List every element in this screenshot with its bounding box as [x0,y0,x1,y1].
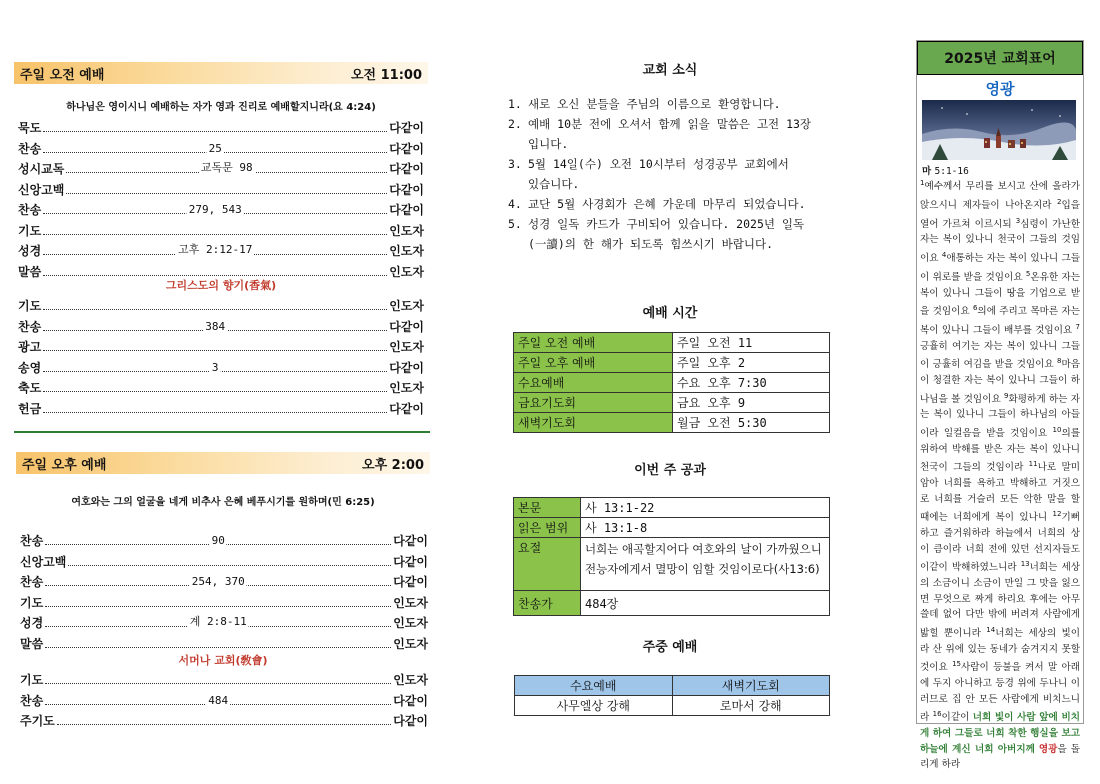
order-label: 광고 [18,340,42,354]
order-row [20,709,428,729]
news-line: 있습니다. [528,177,580,191]
order-row [20,550,428,570]
midweek-header: 새벽기도회 [672,676,830,696]
dotted-leader [66,162,387,173]
dotted-leader [66,183,387,194]
midweek-value: 사무엘상 강해 [515,696,673,716]
afternoon-service-header [16,452,430,474]
order-detail: 고후 2:12-17 [178,243,253,256]
scripture-reference [922,163,969,177]
order-row [20,570,428,590]
dotted-leader [43,121,387,132]
order-row [18,198,424,218]
order-label: 기도 [20,673,44,687]
midweek-value: 로마서 강해 [672,696,830,716]
order-label: 찬송 [20,693,44,708]
scripture-book: 마 [922,166,932,177]
dotted-leader [45,575,391,586]
order-detail: 384 [205,319,226,333]
verse-16-end: 을 돌리게 하라 [920,743,1080,771]
news-title: 교회 소식 [642,63,698,78]
verse-5: 온유한 자는 복이 있나니 그들이 땅을 기업으로 받을 것임이요 [920,271,1080,318]
order-leader: 다같이 [389,182,424,197]
order-leader: 인도자 [389,264,424,279]
verse-7: 긍휼히 여기는 자는 복이 있나니 그들이 긍휼히 여김을 받을 것임이요 [920,340,1080,371]
midweek-header: 수요예배 [515,676,673,696]
order-label: 찬송 [20,575,44,589]
midweek-table [514,675,830,716]
lesson-value: 484장 [581,591,830,616]
order-leader: 다같이 [389,360,424,375]
order-label: 성경 [18,244,42,258]
news-item [508,194,838,214]
order-row [18,239,424,259]
schedule-row [514,373,830,393]
lesson-verse-line-2: 전능자에게서 멸망이 임할 것임이로다(사13:6) [585,562,820,576]
news-item [508,94,838,114]
lesson-row [514,538,830,591]
lesson-table [513,497,830,616]
order-leader: 다같이 [389,162,424,176]
winter-village-illustration [922,100,1076,160]
order-leader: 다같이 [389,141,424,156]
order-leader: 인도자 [389,299,424,313]
verse-14: 너희는 세상의 빛이라 산 위에 있는 동네가 숨겨지지 못할 것이요 [920,628,1080,674]
order-row [20,611,428,631]
news-number: 3. [508,157,522,171]
news-number: 4. [508,197,522,211]
order-leader: 인도자 [389,223,424,238]
order-row [18,397,424,417]
order-label: 찬송 [18,203,42,217]
lesson-value: 사 13:1-8 [581,518,830,538]
verse-8: 마음이 청결한 자는 복이 있나니 그들이 하나님을 볼 것임이요 [920,359,1080,405]
order-label: 헌금 [18,401,42,416]
lesson-row [514,591,830,616]
lesson-key: 본문 [514,498,581,518]
verse-10: 의를 위하여 박해를 받은 자는 복이 있나니 천국이 그들의 것임이라 [920,428,1080,474]
verse-9: 화평하게 하는 자는 복이 있나니 그들이 하나님의 아들이라 일컬음을 받을 것임이요 [920,393,1080,440]
news-text [528,194,806,214]
order-leader: 인도자 [393,595,428,610]
schedule-time: 금요 오후 9 [673,393,830,413]
schedule-row [514,413,830,433]
dotted-leader [43,320,387,331]
lesson-key: 찬송가 [514,591,581,616]
dotted-leader [43,203,387,214]
schedule-time: 주일 오전 11 [673,333,830,353]
order-leader: 다같이 [393,714,428,728]
schedule-time: 수요 오후 7:30 [673,373,830,393]
lesson-verse-line-1: 너희는 애곡할지어다 여호와의 날이 가까웠으니 [585,542,822,556]
schedule-row [514,333,830,353]
order-leader: 다같이 [393,554,428,569]
news-line: (一讀)의 한 해가 되도록 힘쓰시기 바랍니다. [528,237,774,251]
verse-16: 이같이 [941,712,973,724]
order-row [18,137,424,157]
lesson-row [514,498,830,518]
verse-12: 기뻐하고 즐거워하라 하늘에서 너희의 상이 큼이라 너희 전에 있던 선지자들도 이같이 박해하였느니라 [920,512,1080,574]
dotted-leader [43,224,387,235]
news-item [508,114,838,154]
order-row [20,668,428,688]
order-leader: 인도자 [393,616,428,630]
schedule-table [513,332,830,433]
order-leader: 다같이 [389,121,424,135]
afternoon-sermon-title: 서머나 교회(敎會) [178,654,268,667]
schedule-row [514,393,830,413]
order-label: 축도 [18,381,42,395]
order-row [18,219,424,239]
dotted-leader [45,596,391,607]
schedule-service: 새벽기도회 [514,413,673,433]
news-item [508,154,838,194]
order-leader: 다같이 [393,693,428,708]
order-label: 찬송 [18,319,42,334]
order-label: 찬송 [20,534,44,548]
morning-service-header [14,62,428,84]
order-leader: 인도자 [389,340,424,354]
dotted-leader [43,340,387,351]
order-detail: 254, 370 [191,575,245,588]
dotted-leader [45,637,391,648]
order-row [18,178,424,198]
order-label: 말씀 [18,264,42,279]
news-number: 2. [508,117,522,131]
verse-13: 너희는 세상의 소금이니 소금이 만일 그 맛을 잃으면 무엇으로 짜게 하리요 후에는 아무 쓸데 없어 다만 밖에 버려져 사람에게 밟힐 뿐이니라 [920,562,1080,640]
afternoon-service-time: 오후 2:00 [362,457,424,473]
morning-service-title: 주일 오전 예배 [20,67,105,83]
order-label: 성시교독 [18,162,65,176]
lesson-key: 요절 [514,538,581,591]
order-row [20,689,428,709]
motto-heading: 영광 [985,80,1015,98]
section-divider [14,431,430,433]
afternoon-service-title: 주일 오후 예배 [22,457,107,473]
verse-4: 애통하는 자는 복이 있나니 그들이 위로를 받을 것임이요 [920,253,1080,283]
schedule-service: 주일 오전 예배 [514,333,673,353]
morning-sermon-title: 그리스도의 향기(香氣) [165,279,277,292]
midweek-value-row [515,696,830,716]
afternoon-verse: 여호와는 그의 얼굴을 네게 비추사 은혜 베푸시기를 원하며(민 6:25) [71,497,375,508]
order-row [20,591,428,611]
order-leader: 인도자 [393,636,428,651]
order-label: 주기도 [20,714,55,728]
news-list [508,94,838,254]
order-row [20,632,428,652]
schedule-row [514,353,830,373]
order-label: 기도 [18,299,42,313]
schedule-title: 예배 시간 [642,306,698,321]
schedule-time: 주일 오후 2 [673,353,830,373]
order-detail: 3 [211,360,219,374]
dotted-leader [43,381,387,392]
news-number: 1. [508,97,522,111]
verse-11: 나로 말미암아 너희를 욕하고 박해하고 거짓으로 너희를 거슬러 모든 악한 말을 할 때에는 너희에게 복이 있나니 [920,462,1080,524]
dotted-leader [43,244,387,255]
order-leader: 인도자 [393,673,428,687]
order-label: 기도 [20,595,44,610]
morning-verse: 하나님은 영이시니 예배하는 자가 영과 진리로 예배할지니라(요 4:24) [66,102,376,113]
order-row [18,294,424,314]
order-detail: 계 2:8-11 [189,615,247,628]
dotted-leader [43,265,387,276]
order-label: 찬송 [18,141,42,156]
schedule-service: 수요예배 [514,373,673,393]
schedule-service: 주일 오후 예배 [514,353,673,373]
order-leader: 다같이 [389,319,424,334]
order-row [18,335,424,355]
order-row [18,116,424,136]
order-leader: 다같이 [389,401,424,416]
order-label: 신앙고백 [20,554,67,569]
order-label: 신앙고백 [18,182,65,197]
midweek-header-row [515,676,830,696]
order-detail: 279, 543 [188,203,242,216]
order-detail: 90 [211,534,225,547]
scripture-text: $^1$예수께서 무리를 보시고 산에 올라가 앉으시니 제자들이 나아온지라 $^2$입을 열어 가르쳐 이르시되 $^3$심령이 가난한 자는 복이 있나니 천국이 그들의 것임이요 $^4$애통하는 자는 복이 있나니 그들이 위로를 받을 것임이요 $^5$온유한 자는 복이 있나니 그들이 땅을 기업으로 받을 것임이요 $^6$의에 주리고 목마른 자는 복이 있나니 그들이 배부를 것임이요 $^7$긍휼히 여기는 자는 복이 있나니 그들이 긍휼히 여김을 받을 것임이요 $^8$마음이 청결한 자는 복이 있나니 그들이 하나님을 볼 것임이요 $^9$화평하게 하는 자는 복이 있나니 그들이 하나님의 아들이라 일컬음을 받을 것임이요 $^{10}$의를 위하여 박해를 받은 자는 복이 있나니 천국이 그들의 것임이라 $^{11}$나로 말미암아 너희를 욕하고 박해하고 거짓으로 너희를 거슬러 모든 악한 말을 할 때에는 너희에게 복이 있나니 $^{12}$기뻐하고 즐거워하라 하늘에서 너희의 상이 큼이라 너희 전에 있던 선지자들도 이같이 박해하였느니라 $^{13}$너희는 세상의 소금이니 소금이 만일 그 맛을 잃으면 무엇으로 짜게 하리요 후에는 아무 쓸데 없어 다만 밖에 버려져 사람에게 밟힐 뿐이니라 $^{14}$너희는 세상의 빛이라 산 위에 있는 동네가 숨겨지지 못할 것이요 $^{15}$사람이 등불을 켜서 말 아래에 두지 아니하고 등경 위에 두나니 이러므로 집 안 모든 사람에게 비치느니라 $^{16}$이같이 너희 빛이 사람 앞에 비치게 하여 그들로 너희 착한 행실을 보고 하늘에 계신 너희 아버지께 영광을 돌리게 하라 [920,179,1081,771]
lesson-key: 읽은 범위 [514,518,581,538]
verse-2: 입을 열어 가르쳐 이르시되 [920,199,1080,230]
order-leader: 인도자 [389,244,424,258]
news-item [508,214,838,254]
order-label: 송영 [18,360,42,375]
news-text [528,114,811,154]
order-label: 말씀 [20,636,44,651]
dotted-leader [43,361,387,372]
news-line: 입니다. [528,137,569,151]
dotted-leader [45,534,391,545]
schedule-time: 월금 오전 5:30 [673,413,830,433]
order-row [18,157,424,177]
motto-banner: 2025년 교회표어 [917,41,1083,75]
news-line: 5월 14일(수) 오전 10시부터 성경공부 교회에서 [528,157,789,171]
order-detail: 484 [208,693,229,707]
order-row [20,529,428,549]
news-text [528,94,781,114]
lesson-title: 이번 주 공과 [634,463,706,478]
order-label: 묵도 [18,121,42,135]
dotted-leader [45,616,391,627]
verse-3: 심령이 가난한 자는 복이 있나니 천국이 그들의 것임이요 [920,218,1080,265]
order-detail: 25 [208,141,222,155]
verse-1: 예수께서 무리를 보시고 산에 올라가 앉으시니 제자들이 나아온지라 [920,181,1080,211]
dotted-leader [43,142,387,153]
dotted-leader [45,673,391,684]
verse-16-highlight: 너희 빛이 사람 앞에 비치게 하여 그들로 너희 착한 행실을 보고 하늘에 계신 너희 아버지께 [920,712,1080,755]
order-row [18,356,424,376]
dotted-leader [68,555,391,566]
morning-service-time: 오전 11:00 [350,67,422,83]
order-leader: 다같이 [393,575,428,589]
lesson-value: 사 13:1-22 [581,498,830,518]
dotted-leader [43,402,387,413]
order-leader: 다같이 [393,534,428,548]
order-leader: 인도자 [389,381,424,395]
news-line: 새로 오신 분들을 주님의 이름으로 환영합니다. [528,97,781,111]
schedule-service: 금요기도회 [514,393,673,413]
news-number: 5. [508,217,522,231]
order-row [18,376,424,396]
order-label: 성경 [20,616,44,630]
dotted-leader [57,714,391,725]
news-line: 성경 일독 카드가 구비되어 있습니다. 2025년 일독 [528,217,805,231]
order-detail: 교독문 98 [200,161,253,174]
news-text [528,154,789,194]
scripture-range: 5:1-16 [934,166,969,177]
lesson-value [581,538,830,591]
verse-15: 사람이 등불을 켜서 말 아래에 두지 아니하고 등경 위에 두나니 이러므로 집 안 모든 사람에게 비치느니라 [920,662,1080,724]
midweek-title: 주중 예배 [642,640,698,655]
order-label: 기도 [18,223,42,238]
news-text [528,214,804,254]
order-row [18,315,424,335]
verse-16-glory: 영광 [1038,743,1058,755]
news-line: 교단 5월 사경회가 은혜 가운데 마무리 되었습니다. [528,197,806,211]
verse-6: 의에 주리고 목마른 자는 복이 있나니 그들이 배부를 것임이요 [920,306,1081,337]
news-line: 예배 10분 전에 오셔서 함께 읽을 말씀은 고전 13장 [528,117,812,131]
dotted-leader [43,299,387,310]
lesson-row [514,518,830,538]
dotted-leader [45,694,391,705]
order-leader: 다같이 [389,203,424,217]
